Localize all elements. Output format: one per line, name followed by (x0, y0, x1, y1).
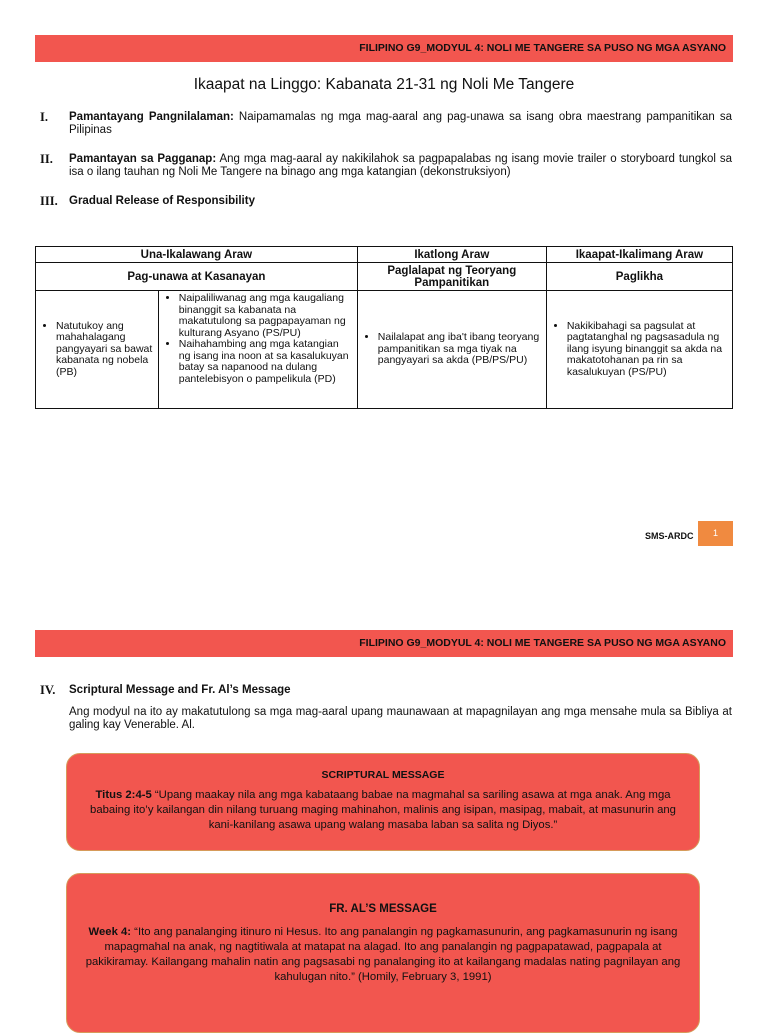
module-banner (35, 35, 733, 62)
page-title: Ikaapat na Linggo: Kabanata 21-31 ng Noli Me Tangere (193, 76, 575, 93)
scriptural-message-box (66, 753, 700, 851)
banner-text: FILIPINO G9_MODYUL 4: NOLI ME TANGERE SA PUSO NG MGA ASYANO (359, 637, 726, 649)
footer-label: SMS-ARDC (645, 531, 694, 541)
table-subheader: Paglikha (546, 263, 732, 291)
list-item: • Nakikibahagi sa pagsulat at pagtatanghal ng pagsasadula ng ilang isyung binanggit sa akda na makatotohanan pa rin sa kasalukuyan (PS/PU) (567, 321, 728, 379)
section-label: Pamantayan sa Pagganap: (69, 153, 217, 165)
section-i (40, 111, 732, 137)
intro-text: Ang modyul na ito ay makatutulong sa mga mag-aaral upang maunawaan at mapagnilayan ang mga mensahe mula sa Bibliya at galing kay Venerable. Al. (69, 706, 732, 731)
section-number: IV. (40, 683, 56, 697)
list-item: • Naihahambing ang mga katangian ng isang ina noon at sa kasalukuyan batay sa napanood na dulang pantelebisyon o pampelikula (PD) (179, 339, 353, 385)
module-banner (35, 630, 733, 657)
fr-al-message-box (66, 873, 700, 1033)
box-heading: SCRIPTURAL MESSAGE (321, 769, 445, 781)
table-subheader: Pag-unawa at Kasanayan (36, 263, 358, 291)
page-number: 1 (698, 521, 733, 546)
scripture-reference: Titus 2:4-5 (95, 789, 152, 801)
table-cell (158, 291, 357, 409)
section-iv (40, 684, 732, 697)
section-number: II. (40, 152, 53, 166)
section-label: Pamantayang Pangnilalaman: (69, 111, 234, 123)
message-text: “Ito ang panalanging itinuro ni Hesus. Ito ang panalangin ng pagkamasunurin, ang pagkamasunurin ng isang mapagmahal na anak, ng nagtitiwala at matapat na alagad. Ito ang panalangin ng pagpapatawad, pagpapala at pakikiramay. Kailangang mahalin natin ang pagsasabi ng panalanging ito at kailangang madalas nating pagnilayan ang kahulugan nito.” (Homily, February 3, 1991) (85, 926, 681, 983)
section-text: Naipamamalas ng mga mag-aaral ang pag-unawa sa isang obra maestrang pampanitikan sa Pilipinas (69, 111, 733, 136)
section-text: Ang mga mag-aaral ay nakikilahok sa pagpapalabas ng isang movie trailer o storyboard tungkol sa isa o ilang tauhan ng Noli Me Tangere na binago ang mga katangian (dekonstruksiyon) (69, 153, 732, 178)
section-iv-intro (40, 706, 732, 732)
gradual-release-table (35, 246, 733, 409)
banner-text: FILIPINO G9_MODYUL 4: NOLI ME TANGERE SA PUSO NG MGA ASYANO (359, 42, 726, 54)
box-heading: FR. AL’S MESSAGE (329, 903, 437, 915)
section-iii (40, 195, 732, 208)
section-number: I. (40, 110, 48, 124)
list-item: • Natutukoy ang mahahalagang pangyayari sa bawat kabanata ng nobela (PB) (56, 321, 154, 379)
table-header: Ikaapat-Ikalimang Araw (546, 247, 732, 263)
table-header: Una-Ikalawang Araw (36, 247, 358, 263)
list-item: • Nailalapat ang iba't ibang teoryang pampanitikan sa mga tiyak na pangyayari sa akda (PB/PS/PU) (378, 332, 542, 367)
table-cell (36, 291, 159, 409)
scripture-text: “Upang maakay nila ang mga kabataang babae na magmahal sa sariling asawa at mga anak. Ang mga babaing ito’y kailangan din nilang turuang maging mahinahon, malinis ang isipan, masipag, mabait, at masunurin ang kani-kanilang asawa upang walang masaba laban sa salita ng Diyos.” (90, 789, 676, 831)
table-cell (357, 291, 546, 409)
table-subheader: Paglalapat ng Teoryang Pampanitikan (357, 263, 546, 291)
section-label: Scriptural Message and Fr. Al’s Message (69, 684, 291, 696)
table-header: Ikatlong Araw (357, 247, 546, 263)
message-reference: Week 4: (88, 926, 132, 938)
table-cell (546, 291, 732, 409)
section-number: III. (40, 194, 58, 208)
section-ii (40, 153, 732, 179)
section-label: Gradual Release of Responsibility (69, 195, 255, 207)
list-item: • Naipaliliwanag ang mga kaugaliang binanggit sa kabanata na makatutulong sa pagpapayaman ng kulturang Asyano (PS/PU) (179, 293, 353, 339)
